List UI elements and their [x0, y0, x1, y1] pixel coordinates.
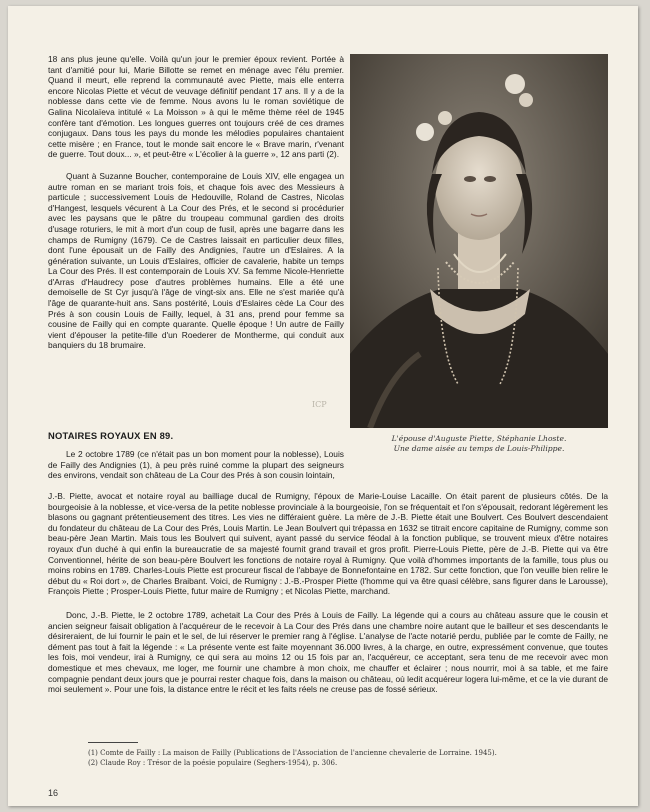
left-column-text	[48, 54, 344, 351]
section-title: NOTAIRES ROYAUX EN 89.	[48, 430, 174, 441]
footnote-divider	[88, 742, 138, 743]
paragraph-jb-piette: J.-B. Piette, avocat et notaire royal au bailliage ducal de Rumigny, l'époux de Marie-Louise Lacaille. On était parent de plusieurs côtés. De la bourgeoisie à la noblesse, et vice-versa de la petite noblesse provinciale à la bourgeoisie, l'on se fréquentait et l'on s'épousait, redorant légèrement les blasons ou gagnant prétentieusement des titres. Les vies ne différaient guère. La mère de J.-B. Piette était une Boulvert. Ces Boulvert descendaient du fondateur du château de La Cour des Prés, Louis Martin. Le Jean Boulvert qui trépassa en 1632 se titrait encore capitaine de Rumigny, comme son beau-père Jean Martin. Mais tous les Boulvert qui suivent, ayant passé du service féodal à la fonction publique, se trouvent mieux d'être notaires royaux d'un duché à qui enfin la bureaucratie de sa majesté fournit grand travail et gros profit. Pierre-Louis Piette, père de J.-B. Piette qui va être Conventionnel, hérite de son beau-père Boulvert les fonctions de notaire royal à Rumigny. Que voilà d'hommes importants de la famille, tous plus ou moins robins en 1789. Charles-Louis Piette est procureur fiscal de l'abbaye de Bonnefontaine en 1782. Sur cette fonction, que l'on veuille bien relire le début du « Roi dort », de Charles Braibant. Voici, de Rumigny : J.-B.-Prosper Piette (l'homme qui va être quasi célèbre, sans figurer dans le Larousse), François Piette ; Prosper-Louis Piette, futur maire de Rumigny ; et Nicolas Piette, marchand.	[48, 491, 608, 597]
paragraph-octobre-1789: Le 2 octobre 1789 (ce n'était pas un bon moment pour la noblesse), Louis de Failly des Andignies (1), à peu près ruiné comme la plupart des seigneurs des environs, vendait son château de La Cour des Prés à son cousin lointain,	[48, 449, 344, 481]
paragraph-marie-billotte: 18 ans plus jeune qu'elle. Voilà qu'un jour le premier époux revient. Portée à tant d'amitié pour lui, Marie Billotte se remet en ménage avec l'élu premier. Quand il meurt, elle reprend la communauté avec Piette, mais elle enterra encore Nicolas Piette et vécut de veuvage définitif pendant 17 ans. Il y a de la noblesse dans cette vie de femme. Nous avons lu le roman soviétique de Galina Nicolaïeva intitulé « La Moisson » à qui le même thème réel de 1945 confère tant d'émotion. Les longues guerres ont toujours créé de ces drames conjugaux. Dans tous les pays du monde les mélodies populaires chantaient cette misère ; en France, tout le monde sait encore le « Brave marin, r'venant de guerre. Tout doux... », et peut-être « L'écolier à la guerre », 12 ans parti (2).	[48, 54, 344, 160]
footnote-1: (1) Comte de Failly : La maison de Failly (Publications de l'Association de l'ancienne chevalerie de Lorraine. 1945).	[88, 749, 497, 757]
paragraph-vente: Donc, J.-B. Piette, le 2 octobre 1789, achetait La Cour des Prés à Louis de Failly. La légende qui a cours au château assure que le cousin et ancien seigneur faisait obligation à l'acquéreur de le recevoir à La Cour des Prés dans une chambre noire autant que le bailleur et ses descendants le désireraient, de lui fournir le pain et le sel, de lui réserver le premier rang à l'église. L'analyse de l'acte notarié perdu, publiée par le comte de Failly, ne dément pas tout à fait la légende : « La présente vente est faite moyennant 36.000 livres, à la charge, en outre, expressément convenue, que toutes les fois, moi vendeur, irai à Rumigny, ce qui sera au moins 12 ou 15 fois par an, l'acquéreur, ce acceptant, sera tenu de me recevoir avec mon domestique et mes chevaux, me loger, me fournir une chambre à mon choix, me chauffer et éclairer ; nous nourrir, moi à sa table, et me faire compagnie pendant deux jours que je pourrai rester chaque fois, dans la maison ou château, où ledit acquéreur logera lui-même, et ce la vie durant de moi seulement ». Pour une fois, la distance entre le récit et les faits réels ne creuse pas de fossé sérieux.	[48, 610, 608, 695]
caption-line-1: L'épouse d'Auguste Piette, Stéphanie Lhoste.	[391, 434, 567, 443]
photo-caption	[350, 434, 608, 454]
paragraph-suzanne-boucher: Quant à Suzanne Boucher, contemporaine de Louis XIV, elle engagea un autre roman en se mariant trois fois, et chaque fois avec des Messieurs à particule ; successivement Louis de Hedouville, Roland de Castres, Nicolas d'Hangest, lesquels vécurent à La Cour des Prés, et le second si procédurier avec les paysans que le pâtre du troupeau communal gardien des droits d'usage roturiers, le mit à mort d'un coup de fusil, après une bagarre dans les champs de Rumigny (1679). Ce de Castres laissait en particulier deux filles, dont l'une épousait un de Failly des Andignies, l'autre un d'Eslaires. A la génération suivante, un Louis d'Eslaires, officier de cavalerie, habite un temps La Cour des Prés. Il est contemporain de Louis XV. Sa femme Nicole-Henriette d'Arras d'Haudrecy pose d'autres problèmes humains. Elle a été une demoiselle de St Cyr jusqu'à l'âge de vingt-six ans. Elle ne s'est mariée qu'à l'âge de quarante-huit ans. Sans postérité, Louis d'Eslaires cède La Cour des Prés à son cousin Louis de Failly, lequel, à 31 ans, prend pour femme sa cousine de Failly qui en compte quarante. Quelle époque ! Un autre de Failly vient d'épouser la petite-fille d'un Roederer de Montherme, qui conduit aux banquiers du 18 brumaire.	[48, 170, 344, 351]
footnote-2: (2) Claude Roy : Trésor de la poésie populaire (Seghers-1954), p. 306.	[88, 759, 338, 767]
portrait-photo	[350, 54, 608, 428]
caption-line-2: Une dame aisée au temps de Louis-Philippe.	[393, 444, 565, 453]
stamp-watermark: ICP	[312, 400, 327, 409]
page-number: 16	[48, 788, 59, 798]
book-page	[8, 6, 638, 806]
portrait-illustration	[350, 54, 608, 428]
footnotes	[88, 748, 598, 768]
